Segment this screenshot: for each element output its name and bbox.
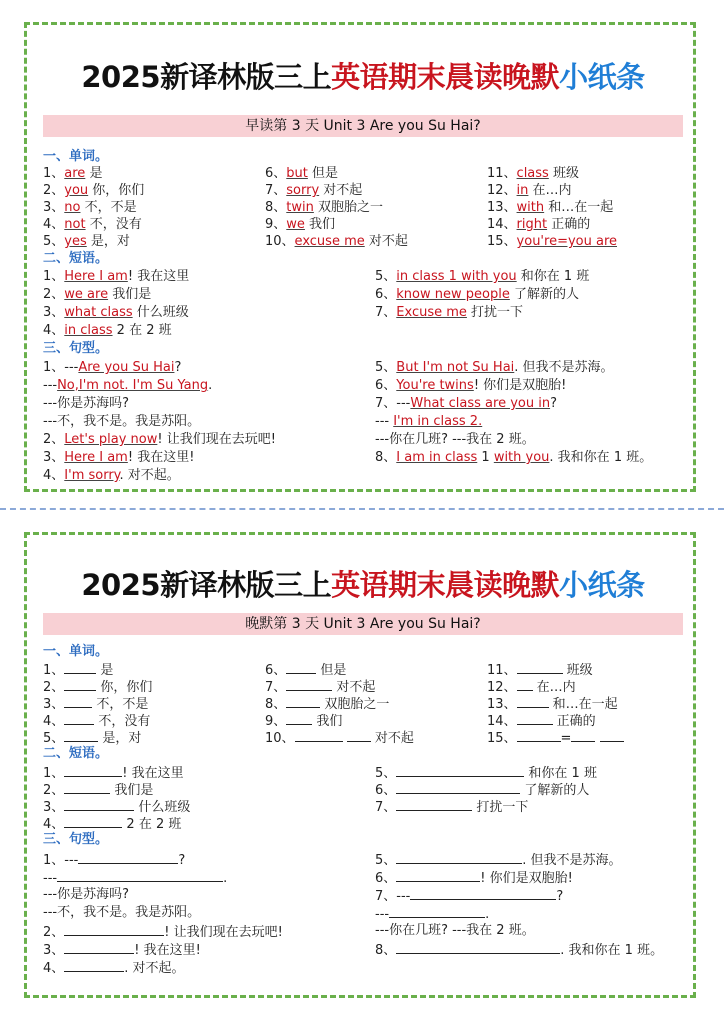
- word-blank: 10、 对不起: [265, 731, 414, 746]
- word-item: 3、no 不，不是: [43, 200, 137, 215]
- cut-line: [0, 508, 724, 510]
- sentence-item: 7、---What class are you in?: [375, 396, 557, 411]
- section-phrases-heading: 二、短语。: [43, 746, 109, 761]
- word-blank: 9、 我们: [265, 714, 343, 729]
- fill-blank[interactable]: [286, 661, 316, 674]
- word-item: 8、twin 双胞胎之一: [265, 200, 384, 215]
- title-part-red: 英语期末晨读晚默: [331, 568, 560, 602]
- word-blank: 3、 不，不是: [43, 697, 149, 712]
- word-item: 6、but 但是: [265, 166, 339, 181]
- phrase-item: 7、Excuse me 打扰一下: [375, 305, 524, 320]
- fill-blank[interactable]: [410, 887, 556, 900]
- fill-blank[interactable]: [64, 678, 96, 691]
- fill-blank[interactable]: [57, 869, 223, 882]
- sentence-item: 8、I am in class 1 with you. 我和你在 1 班。: [375, 450, 653, 465]
- fill-blank[interactable]: [517, 729, 561, 742]
- fill-blank[interactable]: [286, 678, 332, 691]
- sentence-blank: 5、 . 但我不是苏海。: [375, 853, 622, 868]
- title-part-black: 2025新译林版三上: [81, 60, 332, 94]
- word-blank: 14、 正确的: [487, 714, 596, 729]
- sentence-item: ---你在几班? ---我在 2 班。: [375, 432, 535, 447]
- word-item: 13、with 和…在一起: [487, 200, 614, 215]
- fill-blank[interactable]: [64, 712, 94, 725]
- sentence-item: ---No,I'm not. I'm Su Yang.: [43, 378, 213, 393]
- fill-blank[interactable]: [517, 661, 563, 674]
- fill-blank[interactable]: [64, 941, 134, 954]
- word-item: 15、you're=you are: [487, 234, 617, 249]
- sentence-blank: 6、 ! 你们是双胞胎!: [375, 871, 573, 886]
- fill-blank[interactable]: [517, 712, 553, 725]
- sentence-blank: --- .: [375, 907, 490, 922]
- fill-blank[interactable]: [286, 712, 312, 725]
- fill-blank[interactable]: [295, 729, 343, 742]
- section-sentences-heading: 三、句型。: [43, 341, 109, 356]
- sentence-item: 4、I'm sorry. 对不起。: [43, 468, 180, 483]
- fill-blank[interactable]: [64, 661, 96, 674]
- fill-blank[interactable]: [64, 781, 110, 794]
- fill-blank[interactable]: [64, 815, 122, 828]
- sentence-item: 5、But I'm not Su Hai. 但我不是苏海。: [375, 360, 614, 375]
- sentence-blank: 2、 ! 让我们现在去玩吧!: [43, 925, 283, 940]
- phrase-blank: 4、 2 在 2 班: [43, 817, 182, 832]
- fill-blank[interactable]: [64, 764, 122, 777]
- fill-blank[interactable]: [286, 695, 320, 708]
- word-blank: 6、 但是: [265, 663, 347, 678]
- title-part-red: 英语期末晨读晚默: [331, 60, 560, 94]
- sentence-blank: --- .: [43, 871, 228, 886]
- title-part-blue: 小纸条: [559, 568, 645, 602]
- sentence-item: --- I'm in class 2.: [375, 414, 483, 429]
- word-item: 7、sorry 对不起: [265, 183, 363, 198]
- title-part-blue: 小纸条: [559, 60, 645, 94]
- fill-blank[interactable]: [396, 941, 560, 954]
- section-words-heading: 一、单词。: [43, 644, 109, 659]
- fill-blank[interactable]: [347, 729, 371, 742]
- title-part-black: 2025新译林版三上: [81, 568, 332, 602]
- fill-blank[interactable]: [396, 764, 524, 777]
- phrase-blank: 6、 了解新的人: [375, 783, 590, 798]
- fill-blank[interactable]: [396, 869, 480, 882]
- sentence-item: ---不，我不是。我是苏阳。: [43, 905, 201, 920]
- word-blank: 8、 双胞胎之一: [265, 697, 390, 712]
- fill-blank[interactable]: [396, 798, 472, 811]
- section-words-heading: 一、单词。: [43, 149, 109, 164]
- phrase-blank: 2、 我们是: [43, 783, 154, 798]
- phrase-item: 2、we are 我们是: [43, 287, 152, 302]
- fill-blank[interactable]: [64, 923, 164, 936]
- phrase-blank: 1、 ! 我在这里: [43, 766, 184, 781]
- word-blank: 7、 对不起: [265, 680, 376, 695]
- fill-blank[interactable]: [389, 905, 485, 918]
- word-item: 9、we 我们: [265, 217, 336, 232]
- phrase-item: 6、know new people 了解新的人: [375, 287, 579, 302]
- phrase-item: 3、what class 什么班级: [43, 305, 189, 320]
- card-title: [27, 55, 699, 96]
- sentence-item: ---你是苏海吗?: [43, 396, 129, 411]
- word-blank: 5、 是，对: [43, 731, 142, 746]
- word-blank: 4、 不，没有: [43, 714, 151, 729]
- sentence-blank: 8、 . 我和你在 1 班。: [375, 943, 664, 958]
- sentence-item: ---你是苏海吗?: [43, 887, 129, 902]
- phrase-blank: 5、 和你在 1 班: [375, 766, 597, 781]
- sentence-blank: 4、 . 对不起。: [43, 961, 185, 976]
- morning-reading-card: [24, 22, 696, 492]
- word-item: 12、in 在…内: [487, 183, 572, 198]
- word-blank: 2、 你，你们: [43, 680, 153, 695]
- sentence-item: ---不，我不是。我是苏阳。: [43, 414, 201, 429]
- phrase-item: 1、Here I am! 我在这里: [43, 269, 190, 284]
- sentence-item: 2、Let's play now! 让我们现在去玩吧!: [43, 432, 276, 447]
- word-item: 1、are 是: [43, 166, 103, 181]
- fill-blank[interactable]: [64, 798, 134, 811]
- fill-blank[interactable]: [517, 695, 549, 708]
- word-item: 10、excuse me 对不起: [265, 234, 408, 249]
- fill-blank[interactable]: [600, 729, 624, 742]
- sentence-blank: 3、 ! 我在这里!: [43, 943, 201, 958]
- word-item: 14、right 正确的: [487, 217, 591, 232]
- fill-blank[interactable]: [64, 729, 98, 742]
- fill-blank[interactable]: [571, 729, 595, 742]
- word-blank: 13、 和…在一起: [487, 697, 618, 712]
- section-bar: 早读第 3 天 Unit 3 Are you Su Hai?: [43, 115, 683, 137]
- section-phrases-heading: 二、短语。: [43, 251, 109, 266]
- phrase-blank: 7、 打扰一下: [375, 800, 529, 815]
- evening-dictation-card: [24, 532, 696, 998]
- sentence-item: 6、You're twins! 你们是双胞胎!: [375, 378, 567, 393]
- section-bar: 晚默第 3 天 Unit 3 Are you Su Hai?: [43, 613, 683, 635]
- card-title: [27, 563, 699, 604]
- sentence-blank: 7、--- ?: [375, 889, 564, 904]
- word-item: 5、yes 是，对: [43, 234, 130, 249]
- fill-blank[interactable]: [78, 851, 178, 864]
- fill-blank[interactable]: [64, 695, 92, 708]
- word-blank: 1、 是: [43, 663, 114, 678]
- fill-blank[interactable]: [64, 959, 124, 972]
- sentence-blank: 1、--- ?: [43, 853, 186, 868]
- word-blank: 11、 班级: [487, 663, 593, 678]
- fill-blank[interactable]: [396, 781, 520, 794]
- word-item: 4、not 不，没有: [43, 217, 142, 232]
- word-blank: 15、 =: [487, 729, 624, 747]
- phrase-blank: 3、 什么班级: [43, 800, 191, 815]
- sentence-item: 3、Here I am! 我在这里!: [43, 450, 195, 465]
- fill-blank[interactable]: [517, 678, 533, 691]
- sentence-item: 1、---Are you Su Hai?: [43, 360, 182, 375]
- word-blank: 12、 在…内: [487, 680, 576, 695]
- phrase-item: 4、in class 2 在 2 班: [43, 323, 172, 338]
- section-sentences-heading: 三、句型。: [43, 832, 109, 847]
- word-item: 2、you 你，你们: [43, 183, 145, 198]
- fill-blank[interactable]: [396, 851, 522, 864]
- word-item: 11、class 班级: [487, 166, 579, 181]
- phrase-item: 5、in class 1 with you 和你在 1 班: [375, 269, 590, 284]
- sentence-item: ---你在几班? ---我在 2 班。: [375, 923, 535, 938]
